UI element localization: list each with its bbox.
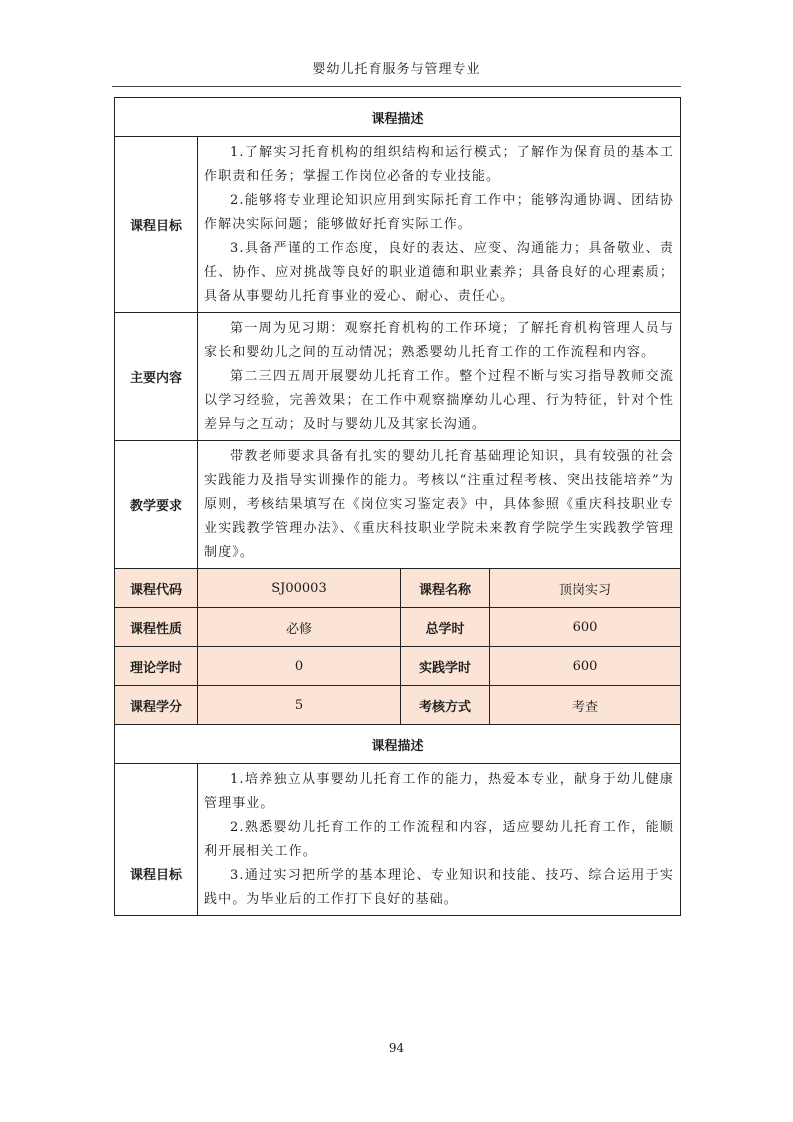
header-divider	[112, 86, 681, 87]
credits-label: 课程学分	[115, 686, 198, 725]
goals-label: 课程目标	[115, 137, 198, 313]
goal-paragraph: 3.具备严谨的工作态度，良好的表达、应变、沟通能力；具备敬业、责任、协作、应对挑战等良好的职业道德和职业素养；具备良好的心理素质；具备从事婴幼儿托育事业的爱心、耐心、责任心。	[204, 241, 675, 304]
practice-hours-value: 600	[490, 647, 681, 686]
info-row-hours	[115, 647, 681, 686]
theory-hours-value: 0	[198, 647, 401, 686]
content-paragraph: 第二三四五周开展婴幼儿托育工作。整个过程不断与实习指导教师交流以学习经验，完善效果；在工作中观察揣摩幼儿心理、行为特征，针对个性差异与之互动；及时与婴幼儿及其家长沟通。	[204, 369, 675, 432]
course-nature-label: 课程性质	[115, 608, 198, 647]
page-header: 婴幼儿托育服务与管理专业	[312, 62, 481, 77]
goals-content	[198, 137, 681, 313]
total-hours-value: 600	[490, 608, 681, 647]
goal-paragraph: 1.培养独立从事婴幼儿托育工作的能力，热爱本专业，献身于幼儿健康管理事业。	[204, 772, 675, 811]
course-name-value: 顶岗实习	[490, 569, 681, 608]
goal-paragraph: 3.通过实习把所学的基本理论、专业知识和技能、技巧、综合运用于实践中。为毕业后的工作打下良好的基础。	[204, 868, 675, 907]
goal-paragraph: 2.熟悉婴幼儿托育工作的工作流程和内容，适应婴幼儿托育工作，能顺利开展相关工作。	[204, 820, 675, 859]
section-title: 课程描述	[115, 725, 681, 764]
content-paragraph: 第一周为见习期：观察托育机构的工作环境；了解托育机构管理人员与家长和婴幼儿之间的互动情况；熟悉婴幼儿托育工作的工作流程和内容。	[204, 321, 675, 360]
requirements-label: 教学要求	[115, 441, 198, 569]
goal-paragraph: 2.能够将专业理论知识应用到实际托育工作中；能够沟通协调、团结协作解决实际问题；能够做好托育实际工作。	[204, 193, 675, 232]
page-number: 94	[388, 1041, 405, 1055]
assessment-label: 考核方式	[401, 686, 490, 725]
requirements-paragraph: 带教老师要求具备有扎实的婴幼儿托育基础理论知识，具有较强的社会实践能力及指导实训操作的能力。考核以“注重过程考核、突出技能培养”为原则，考核结果填写在《岗位实习鉴定表》中，具体参照《重庆科技职业专业实践教学管理办法》、《重庆科技职业学院未来教育学院学生实践教学管理制度》。	[204, 449, 675, 560]
course-nature-value: 必修	[198, 608, 401, 647]
info-row-code	[115, 569, 681, 608]
course-code-value: SJ00003	[198, 569, 401, 608]
course-name-label: 课程名称	[401, 569, 490, 608]
section-title: 课程描述	[115, 98, 681, 137]
course-table	[114, 97, 681, 916]
info-row-nature	[115, 608, 681, 647]
total-hours-label: 总学时	[401, 608, 490, 647]
main-content	[198, 313, 681, 441]
goals-content	[198, 764, 681, 916]
practice-hours-label: 实践学时	[401, 647, 490, 686]
goals-label: 课程目标	[115, 764, 198, 916]
goal-paragraph: 1.了解实习托育机构的组织结构和运行模式；了解作为保育员的基本工作职责和任务；掌握工作岗位必备的专业技能。	[204, 145, 675, 184]
course-code-label: 课程代码	[115, 569, 198, 608]
requirements-content	[198, 441, 681, 569]
main-content-label: 主要内容	[115, 313, 198, 441]
assessment-value: 考查	[490, 686, 681, 725]
info-row-credits	[115, 686, 681, 725]
credits-value: 5	[198, 686, 401, 725]
theory-hours-label: 理论学时	[115, 647, 198, 686]
